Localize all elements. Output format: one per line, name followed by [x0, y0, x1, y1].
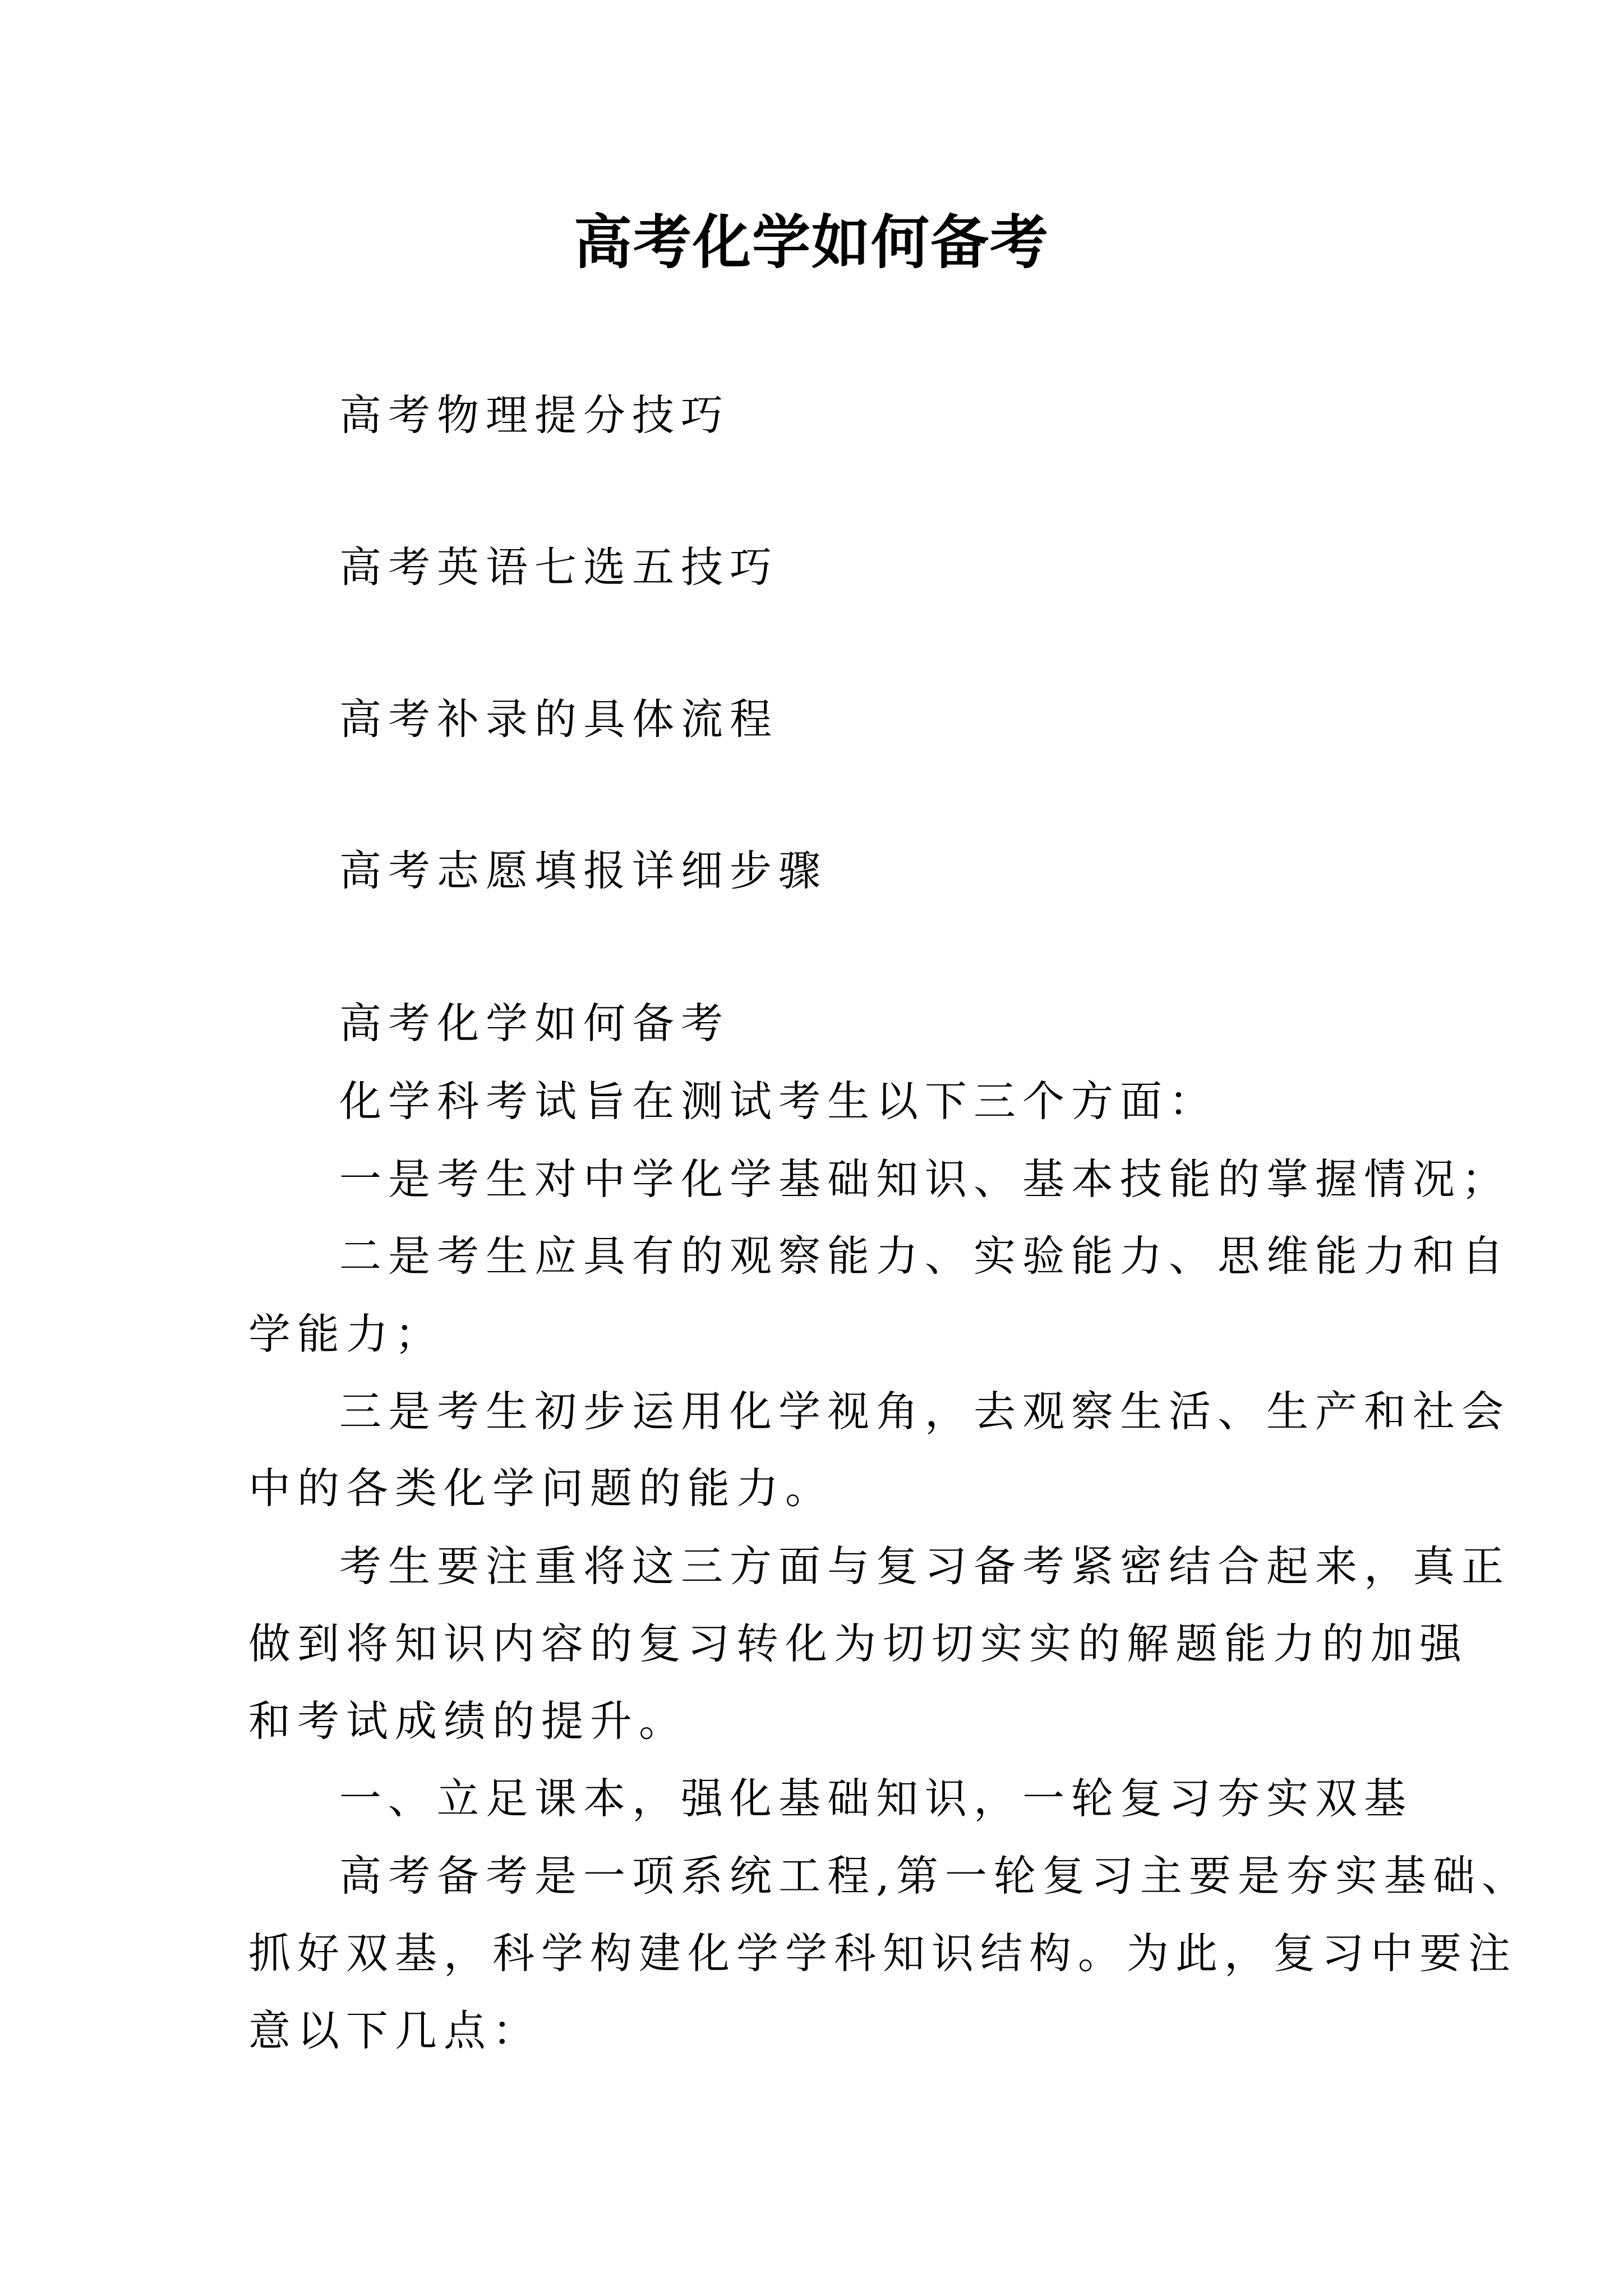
- related-link-supplementary-admission[interactable]: 高考补录的具体流程: [339, 694, 779, 744]
- page-title: 高考化学如何备考: [573, 208, 1049, 277]
- aspect-first: 一是考生对中学化学基础知识、基本技能的掌握情况；: [339, 1154, 1511, 1204]
- combine-paragraph-line3: 和考试成绩的提升。: [248, 1696, 688, 1746]
- combine-paragraph-line1: 考生要注重将这三方面与复习备考紧密结合起来，真正: [339, 1542, 1511, 1591]
- section-heading: 高考化学如何备考: [339, 999, 730, 1048]
- point-one-heading: 一、立足课本，强化基础知识，一轮复习夯实双基: [339, 1774, 1413, 1823]
- related-link-application-steps[interactable]: 高考志愿填报详细步骤: [339, 846, 828, 895]
- point-one-paragraph-line1: 高考备考是一项系统工程,第一轮复习主要是夯实基础、: [339, 1851, 1530, 1901]
- intro-paragraph: 化学科考试旨在测试考生以下三个方面：: [339, 1076, 1218, 1126]
- point-one-paragraph-line3: 意以下几点：: [248, 2006, 542, 2055]
- related-link-english[interactable]: 高考英语七选五技巧: [339, 542, 779, 592]
- aspect-second-line2: 学能力；: [248, 1309, 444, 1359]
- aspect-third-line2: 中的各类化学问题的能力。: [248, 1464, 834, 1513]
- aspect-third-line1: 三是考生初步运用化学视角，去观察生活、生产和社会: [339, 1387, 1511, 1436]
- combine-paragraph-line2: 做到将知识内容的复习转化为切切实实的解题能力的加强: [248, 1619, 1469, 1668]
- point-one-paragraph-line2: 抓好双基，科学构建化学学科知识结构。为此，复习中要注: [248, 1929, 1518, 1978]
- related-link-physics[interactable]: 高考物理提分技巧: [339, 390, 730, 440]
- aspect-second-line1: 二是考生应具有的观察能力、实验能力、思维能力和自: [339, 1231, 1511, 1281]
